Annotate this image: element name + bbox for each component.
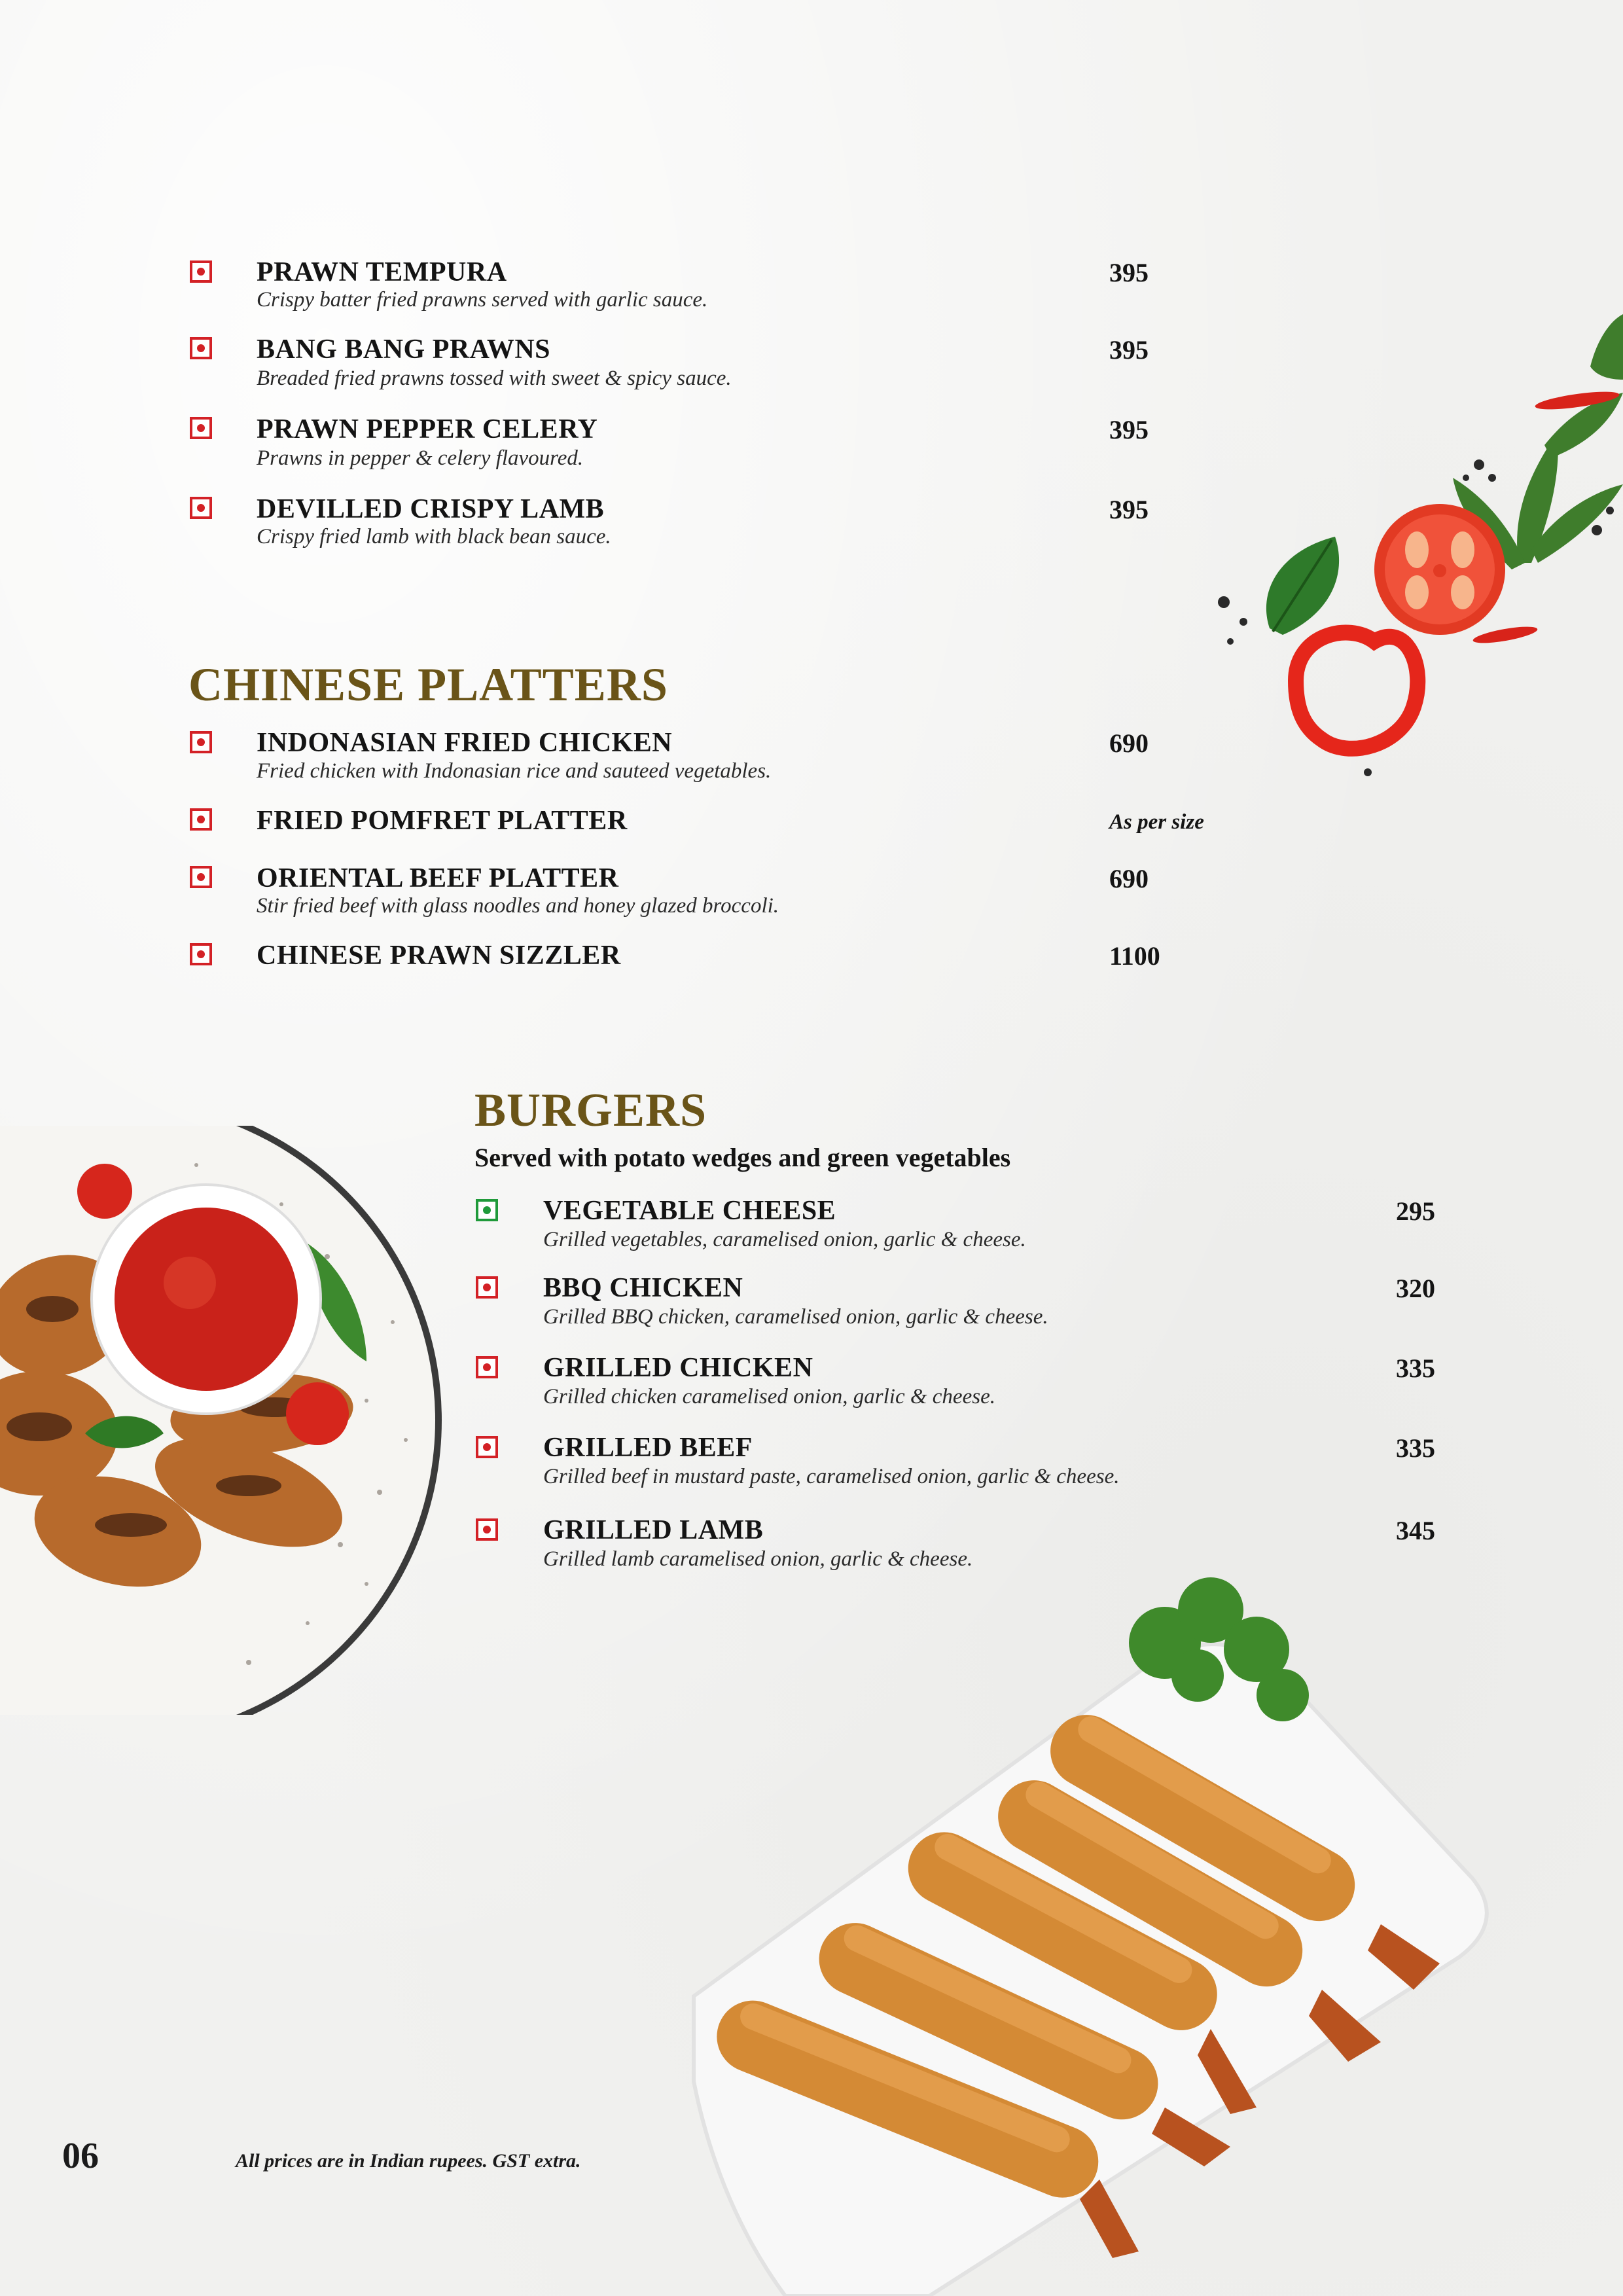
item-description: Grilled beef in mustard paste, caramelised onion, garlic & cheese. [543, 1465, 1120, 1488]
item-description: Grilled BBQ chicken, caramelised onion, garlic & cheese. [543, 1305, 1048, 1329]
veg-icon [476, 1199, 498, 1221]
item-price: As per size [1109, 810, 1204, 834]
item-price: 295 [1396, 1196, 1435, 1226]
item-description: Grilled lamb caramelised onion, garlic & cheese. [543, 1547, 973, 1571]
item-name: VEGETABLE CHEESE [543, 1196, 836, 1226]
item-price: 395 [1109, 415, 1149, 444]
non-veg-icon [190, 337, 212, 359]
section-title: BURGERS [474, 1084, 707, 1136]
non-veg-icon [190, 497, 212, 519]
item-price: 335 [1396, 1433, 1435, 1463]
item-name: GRILLED BEEF [543, 1433, 753, 1463]
item-name: PRAWN TEMPURA [257, 257, 507, 287]
item-name: GRILLED CHICKEN [543, 1353, 813, 1383]
non-veg-icon [190, 417, 212, 439]
non-veg-icon [476, 1356, 498, 1378]
item-price: 395 [1109, 495, 1149, 524]
non-veg-icon [190, 808, 212, 831]
non-veg-icon [190, 260, 212, 283]
non-veg-icon [190, 866, 212, 888]
section-title: CHINESE PLATTERS [188, 658, 668, 711]
item-price: 345 [1396, 1516, 1435, 1545]
section-subtitle: Served with potato wedges and green vegetables [474, 1143, 1011, 1172]
item-price: 1100 [1109, 941, 1160, 971]
item-description: Crispy fried lamb with black bean sauce. [257, 525, 611, 548]
item-price: 335 [1396, 1354, 1435, 1383]
item-price: 690 [1109, 728, 1149, 758]
item-description: Grilled chicken caramelised onion, garlic & cheese. [543, 1385, 995, 1408]
item-price: 395 [1109, 335, 1149, 365]
item-name: GRILLED LAMB [543, 1515, 764, 1545]
non-veg-icon [190, 943, 212, 965]
item-name: INDONASIAN FRIED CHICKEN [257, 728, 673, 758]
price-note: All prices are in Indian rupees. GST extra. [236, 2150, 581, 2172]
item-name: DEVILLED CRISPY LAMB [257, 494, 605, 524]
vegetable-garnish-icon [1204, 314, 1623, 785]
page-number: 06 [62, 2136, 99, 2176]
item-description: Prawns in pepper & celery flavoured. [257, 446, 584, 470]
non-veg-icon [476, 1276, 498, 1299]
non-veg-icon [476, 1518, 498, 1541]
item-price: 690 [1109, 864, 1149, 893]
item-description: Fried chicken with Indonasian rice and sauteed vegetables. [257, 759, 772, 783]
item-name: BANG BANG PRAWNS [257, 334, 551, 365]
item-name: PRAWN PEPPER CELERY [257, 414, 598, 444]
item-description: Crispy batter fried prawns served with garlic sauce. [257, 288, 708, 312]
item-name: BBQ CHICKEN [543, 1273, 743, 1303]
non-veg-icon [190, 731, 212, 753]
item-name: CHINESE PRAWN SIZZLER [257, 941, 621, 971]
item-name: ORIENTAL BEEF PLATTER [257, 863, 619, 893]
non-veg-icon [476, 1436, 498, 1458]
item-name: FRIED POMFRET PLATTER [257, 806, 628, 836]
chicken-wings-plate-icon [0, 1126, 445, 1715]
item-price: 395 [1109, 258, 1149, 287]
item-price: 320 [1396, 1274, 1435, 1303]
item-description: Breaded fried prawns tossed with sweet & spicy sauce. [257, 367, 732, 390]
fried-prawns-plate-icon [654, 1571, 1492, 2296]
item-description: Stir fried beef with glass noodles and honey glazed broccoli. [257, 894, 779, 918]
item-description: Grilled vegetables, caramelised onion, garlic & cheese. [543, 1228, 1026, 1251]
